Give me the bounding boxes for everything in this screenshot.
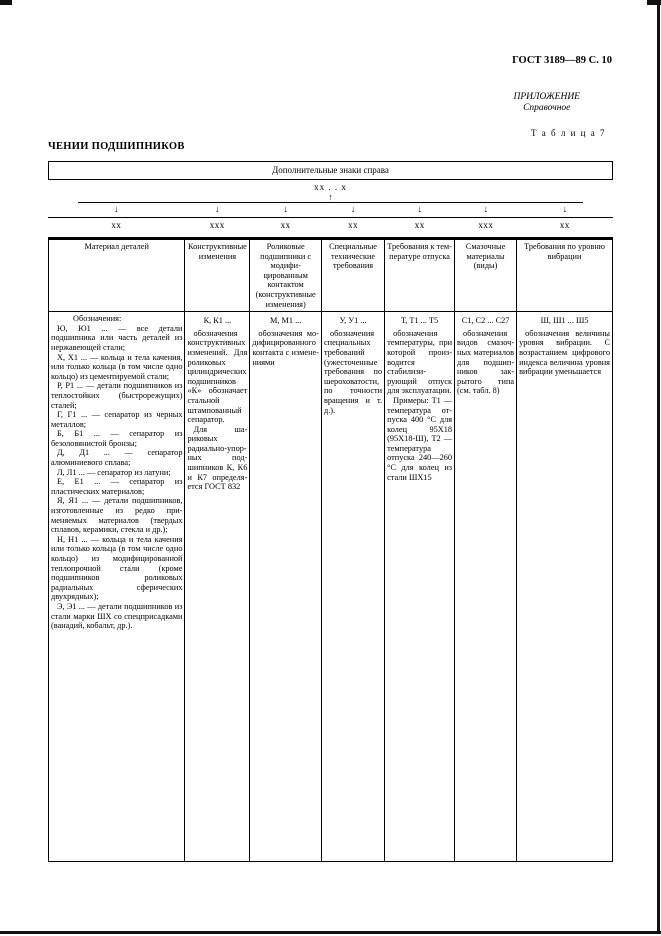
cell-paragraph: Обозначения: (73, 314, 122, 324)
scan-mark-top-right (647, 0, 661, 5)
column-code: хх (280, 220, 291, 230)
cell-paragraphs (519, 329, 610, 377)
up-arrow-icon: ↑ (328, 192, 333, 202)
down-arrow-icon: ↓ (483, 204, 489, 214)
cell-special-requirements (321, 312, 384, 862)
appendix-label: ПРИЛОЖЕНИЕ (513, 92, 580, 102)
cell-paragraph: Для шариковых радиально-упорных подшипников К, К6 и К7 определяется ГОСТ 832 (187, 424, 248, 492)
cell-paragraph: Г, Г1 ... — сепаратор из черных металлов; (51, 410, 183, 429)
cell-paragraph: Х, Х1 ... — кольца и тела качения, или только кольца (в том числе одно кольцо) из цементируемой стали; (51, 352, 183, 381)
cell-paragraph: Д, Д1 ... — сепаратор алюминиевого сплава; (51, 448, 183, 468)
cell-vibration-level (517, 312, 613, 862)
col-header-roller-modified-contact: Роликовые подшипники с модифицированным контактом (конструктивные изменения) (250, 239, 322, 312)
cell-paragraph: обозначения температуры, при которой производится стабилизирующий отпуск для эксплуатации. (387, 328, 453, 396)
col-header-lubricants: Смазочные материалы (виды) (455, 239, 517, 312)
cell-paragraph: обозначения модифицированного контакта с изменениями (252, 328, 319, 367)
designation-code: хх . . х (314, 182, 347, 192)
cell-paragraph: Е, Е1 ... — сепаратор из пластических материалов; (51, 477, 183, 496)
column-code: хх (559, 220, 570, 230)
cell-code: Т, Т1 ... Т5 (400, 316, 439, 326)
column-code: хх (414, 220, 425, 230)
down-arrow-icon: ↓ (350, 204, 356, 214)
cell-code: К, К1 ... (203, 316, 232, 326)
col-header-special-requirements: Специальные технические требования (321, 239, 384, 312)
cell-paragraphs (51, 314, 182, 631)
cell-paragraph: Я, Я1 ... — детали подшипников, изготовленные из редко применяемых материалов (твердых сплавов, керамики, стекла и др.); (51, 496, 183, 535)
cell-tempering-temperature (385, 312, 455, 862)
designation-diagram (48, 161, 613, 232)
header-row (49, 239, 613, 312)
cell-lubricants (455, 312, 517, 862)
col-header-vibration-level: Требования по уровню вибрации (517, 239, 613, 312)
down-arrow-icon: ↓ (562, 204, 568, 214)
cell-paragraph: Примеры: Т1 — температура отпуска 400 °С для колец 95Х18 (95Х18-Ш), Т2 — температура отпуска 240—260 °С для колец из стали ШХ15 (387, 395, 453, 482)
down-arrow-icon: ↓ (214, 204, 220, 214)
appendix-block (514, 92, 581, 114)
cell-paragraph: Э, Э1 ... — детали подшипников из стали марки ШХ со спецприсадками (ванадий, кобальт, др.). (51, 601, 183, 631)
scan-mark-top-left (0, 0, 12, 5)
down-arrow-icon: ↓ (114, 204, 119, 214)
cell-paragraphs (387, 329, 452, 483)
cell-material (49, 312, 185, 862)
cell-paragraphs (457, 329, 514, 396)
column-code: ххх (478, 220, 494, 230)
designation-table (48, 237, 613, 862)
cell-paragraphs (252, 329, 319, 367)
arrow-row (48, 203, 613, 216)
col-header-material: Материал деталей (49, 239, 185, 312)
cell-code: Ш, Ш1 ... Ш5 (540, 316, 589, 326)
gost-number-header: ГОСТ 3189—89 С. 10 (512, 55, 612, 66)
cell-code: У, У1 ... (339, 316, 367, 326)
cell-paragraph: обозначения величины уровня вибрации. С возрастанием цифрового индекса величина уровня вибрации уменьшается (519, 328, 610, 377)
down-arrow-icon: ↓ (417, 204, 422, 214)
down-arrow-icon: ↓ (283, 204, 288, 214)
cell-roller-modified-contact (250, 312, 322, 862)
cell-code: С1, С2 ... С27 (461, 316, 510, 326)
cell-code: М, М1 ... (269, 316, 302, 326)
cell-paragraph: обозначения специальных требований (ужесточенные требования по шероховатости, по точности вращения и т. д.). (323, 328, 383, 415)
cell-paragraph: Б, Б1 ... — сепаратор из безоловянистой бронзы; (51, 429, 183, 448)
col-header-structural-changes: Конструктивные изменения (185, 239, 250, 312)
scan-edge-right (657, 0, 660, 932)
col-header-tempering-temperature: Требования к температуре отпуска (385, 239, 455, 312)
cell-paragraphs (324, 329, 382, 415)
column-code: ххх (209, 220, 225, 230)
cell-paragraph: Л, Л1 ... — сепаратор из латуни; (57, 467, 171, 477)
cell-structural-changes (185, 312, 250, 862)
column-code: хх (348, 220, 359, 230)
table-caption: Т а б л и ц а 7 (531, 128, 606, 138)
cell-paragraphs (187, 329, 247, 492)
cell-paragraph: Ю, Ю1 ... — все детали подшипника или часть деталей из нержавеющей стали; (51, 323, 183, 352)
diagram-box-label: Дополнительные знаки справа (48, 161, 613, 180)
appendix-sub-label: Справочное (523, 103, 571, 113)
cell-paragraph: Р, Р1 ... — детали подшипников из теплостойких (быстрорежущих) сталей; (51, 381, 183, 410)
cell-paragraph: обозначения конструктивных изменений. Для роликовых цилиндрических подшипников «К» обозначает стальной штампованный сепаратор. (187, 328, 248, 425)
body-row (49, 312, 613, 862)
column-code: хх (111, 220, 122, 230)
cell-paragraph: Н, Н1 ... — кольца и тела качения или только кольца (в том числе одно кольцо) из модифицированной теплопрочной стали (кроме подшипников роликовых радиальных сферических двухрядных); (51, 534, 183, 602)
scan-edge-bottom (0, 931, 661, 934)
column-codes-row (48, 217, 613, 232)
cell-paragraph: обозначения видов смазочных материалов для подшипников закрытого типа (см. табл. 8) (457, 328, 515, 396)
section-title-continuation: ЧЕНИИ ПОДШИПНИКОВ (48, 141, 185, 152)
